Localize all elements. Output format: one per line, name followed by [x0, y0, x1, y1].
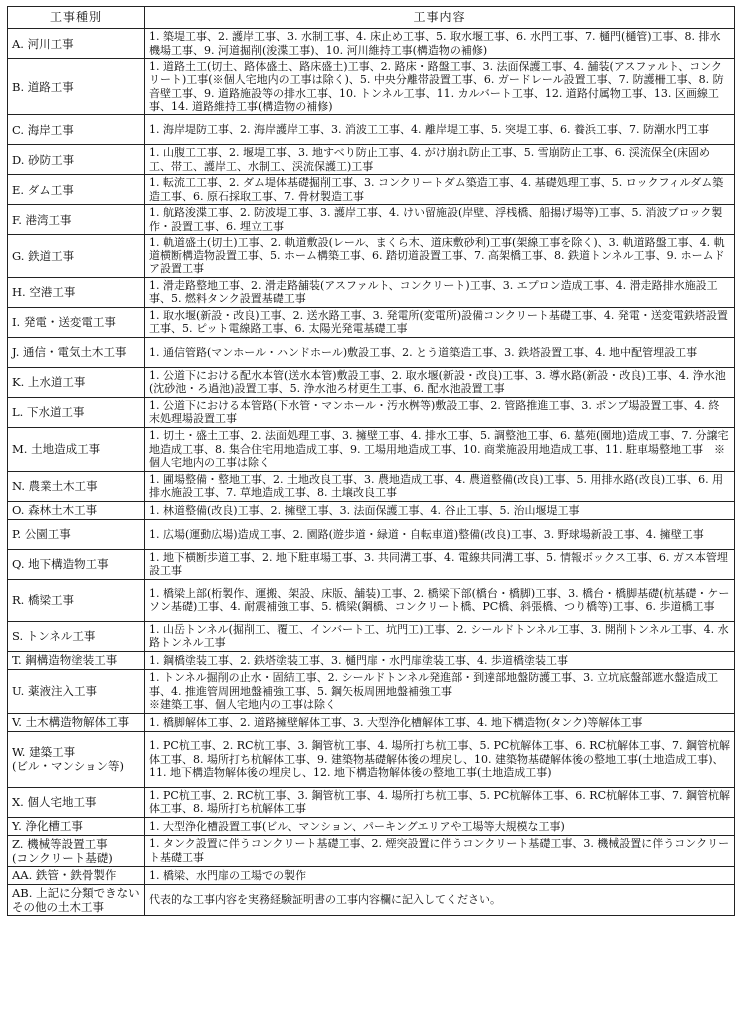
work-category: X. 個人宅地工事	[8, 787, 145, 817]
table-row	[8, 651, 735, 669]
page	[7, 6, 734, 916]
work-content: 1. PC杭工事、2. RC杭工事、3. 鋼管杭工事、4. 場所打ち杭工事、5. PC杭解体工事、6. RC杭解体工事、7. 鋼管杭解体工事、8. 場所打ち杭解体工事、9. 建築物基礎解体後の埋戻し、10. 建築物基礎解体後の整地工事(土地造成工事)、11. 地下構造物解体後の埋戻し、12. 地下構造物解体後の整地工事(土地造成工事)	[145, 731, 735, 787]
table-header-row	[8, 7, 735, 29]
work-content: 1. 切土・盛土工事、2. 法面処理工事、3. 擁壁工事、4. 排水工事、5. 調整池工事、6. 墓苑(園地)造成工事、7. 分譲宅地造成工事、8. 集合住宅用地造成工事、9. 工場用地造成工事、10. 商業施設用地造成工事、11. 駐車場整地工事 ※個人宅地内の工事は除く	[145, 427, 735, 471]
work-category: M. 土地造成工事	[8, 427, 145, 471]
table-row	[8, 307, 735, 337]
table-row	[8, 471, 735, 501]
work-content: 1. 道路土工(切土、路体盛土、路床盛土)工事、2. 路床・路盤工事、3. 法面保護工事、4. 舗装(アスファルト、コンクリート)工事(※個人宅地内の工事は除く)、5. 中央分離帯設置工事、6. ガードレール設置工事、7. 防護柵工事、8. 防音壁工事、9. 道路施設等の排水工事、10. トンネル工事、11. カルバート工事、12. 道路付属物工事、13. 区画線工事、14. 道路維持工事(構造物の補修)	[145, 59, 735, 115]
table-body	[8, 29, 735, 916]
work-category: B. 道路工事	[8, 59, 145, 115]
work-content: 1. 海岸堤防工事、2. 海岸護岸工事、3. 消波工工事、4. 離岸堤工事、5. 突堤工事、6. 養浜工事、7. 防潮水門工事	[145, 115, 735, 145]
work-content: 1. 築堤工事、2. 護岸工事、3. 水制工事、4. 床止め工事、5. 取水堰工事、6. 水門工事、7. 樋門(樋管)工事、8. 排水機場工事、9. 河道掘削(浚渫工事)、10. 河川維持工事(構造物の補修)	[145, 29, 735, 59]
work-category: N. 農業土木工事	[8, 471, 145, 501]
work-content: 1. 広場(運動広場)造成工事、2. 園路(遊歩道・緑道・自転車道)整備(改良)工事、3. 野球場新設工事、4. 擁壁工事	[145, 519, 735, 549]
table-row	[8, 59, 735, 115]
work-category: E. ダム工事	[8, 175, 145, 205]
work-content: 1. タンク設置に伴うコンクリート基礎工事、2. 煙突設置に伴うコンクリート基礎工事、3. 機械設置に伴うコンクリート基礎工事	[145, 835, 735, 866]
work-category: D. 砂防工事	[8, 145, 145, 175]
work-category: T. 鋼構造物塗装工事	[8, 651, 145, 669]
work-category: V. 土木構造物解体工事	[8, 713, 145, 731]
work-category: I. 発電・送変電工事	[8, 307, 145, 337]
work-category: L. 下水道工事	[8, 397, 145, 427]
work-content: 1. トンネル掘削の止水・固結工事、2. シールドトンネル発進部・到達部地盤防護工事、3. 立坑底盤部遮水盤造成工事、4. 推進管周囲地盤補強工事、5. 鋼矢板周囲地盤補強工事 ※建築工事、個人宅地内の工事は除く	[145, 669, 735, 713]
table-row	[8, 397, 735, 427]
work-category: Y. 浄化槽工事	[8, 817, 145, 835]
work-category: W. 建築工事 (ビル・マンション等)	[8, 731, 145, 787]
work-content: 1. 圃場整備・整地工事、2. 土地改良工事、3. 農地造成工事、4. 農道整備(改良)工事、5. 用排水路(改良)工事、6. 用排水施設工事、7. 草地造成工事、8. 土壌改良工事	[145, 471, 735, 501]
table-row	[8, 579, 735, 621]
work-category: F. 港湾工事	[8, 205, 145, 235]
table-row	[8, 669, 735, 713]
work-category: G. 鉄道工事	[8, 235, 145, 278]
work-content: 代表的な工事内容を実務経験証明書の工事内容欄に記入してください。	[145, 884, 735, 915]
work-category: O. 森林土木工事	[8, 501, 145, 519]
table-row	[8, 787, 735, 817]
table-row	[8, 817, 735, 835]
table-row	[8, 549, 735, 579]
work-category: S. トンネル工事	[8, 621, 145, 651]
work-content: 1. 滑走路整地工事、2. 滑走路舗装(アスファルト、コンクリート)工事、3. エプロン造成工事、4. 滑走路排水施設工事、5. 燃料タンク設置基礎工事	[145, 277, 735, 307]
work-content: 1. 軌道盛土(切土)工事、2. 軌道敷設(レール、まくら木、道床敷砂利)工事(架線工事を除く)、3. 軌道路盤工事、4. 軌道横断構造物設置工事、5. ホーム構築工事、6. 踏切道設置工事、7. 高架橋工事、8. 鉄道トンネル工事、9. ホームドア設置工事	[145, 235, 735, 278]
work-content: 1. 公道下における本管路(下水管・マンホール・汚水桝等)敷設工事、2. 管路推進工事、3. ポンプ場設置工事、4. 終末処理場設置工事	[145, 397, 735, 427]
table-row	[8, 866, 735, 884]
table-row	[8, 427, 735, 471]
table-row	[8, 621, 735, 651]
work-content: 1. 山腹工工事、2. 堰堤工事、3. 地すべり防止工事、4. がけ崩れ防止工事、5. 雪崩防止工事、6. 渓流保全(床固め工、帯工、護岸工、水制工、渓流保護工)工事	[145, 145, 735, 175]
table-row	[8, 835, 735, 866]
work-content: 1. 鋼橋塗装工事、2. 鉄塔塗装工事、3. 樋門扉・水門扉塗装工事、4. 歩道橋塗装工事	[145, 651, 735, 669]
table-row	[8, 337, 735, 367]
work-category: A. 河川工事	[8, 29, 145, 59]
header-category: 工事種別	[8, 7, 145, 29]
work-category: C. 海岸工事	[8, 115, 145, 145]
work-content: 1. 航路浚渫工事、2. 防波堤工事、3. 護岸工事、4. けい留施設(岸壁、浮桟橋、船揚げ場等)工事、5. 消波ブロック製作・設置工事、6. 埋立工事	[145, 205, 735, 235]
table-row	[8, 277, 735, 307]
work-content: 1. 取水堰(新設・改良)工事、2. 送水路工事、3. 発電所(変電所)設備コンクリート基礎工事、4. 発電・送変電鉄塔設置工事、5. ピット電線路工事、6. 太陽光発電基礎工事	[145, 307, 735, 337]
work-content: 1. 転流工工事、2. ダム堤体基礎掘削工事、3. コンクリートダム築造工事、4. 基礎処理工事、5. ロックフィルダム築造工事、6. 原石採取工事、7. 骨材製造工事	[145, 175, 735, 205]
work-content: 1. 橋脚解体工事、2. 道路擁壁解体工事、3. 大型浄化槽解体工事、4. 地下構造物(タンク)等解体工事	[145, 713, 735, 731]
construction-type-table	[7, 6, 735, 916]
work-content: 1. 橋梁上部(桁製作、運搬、架設、床版、舗装)工事、2. 橋梁下部(橋台・橋脚)工事、3. 橋台・橋脚基礎(杭基礎・ケーソン基礎)工事、4. 耐震補強工事、5. 橋梁(鋼橋、コンクリート橋、PC橋、斜張橋、つり橋等)工事、6. 歩道橋工事	[145, 579, 735, 621]
header-content: 工事内容	[145, 7, 735, 29]
work-category: U. 薬液注入工事	[8, 669, 145, 713]
work-content: 1. PC杭工事、2. RC杭工事、3. 鋼管杭工事、4. 場所打ち杭工事、5. PC杭解体工事、6. RC杭解体工事、7. 鋼管杭解体工事、8. 場所打ち杭解体工事	[145, 787, 735, 817]
table-row	[8, 175, 735, 205]
work-content: 1. 山岳トンネル(掘削工、覆工、インバート工、坑門工)工事、2. シールドトンネル工事、3. 開削トンネル工事、4. 水路トンネル工事	[145, 621, 735, 651]
table-row	[8, 115, 735, 145]
work-category: AA. 鉄管・鉄骨製作	[8, 866, 145, 884]
work-content: 1. 橋梁、水門扉の工場での製作	[145, 866, 735, 884]
table-row	[8, 501, 735, 519]
work-content: 1. 地下横断歩道工事、2. 地下駐車場工事、3. 共同溝工事、4. 電線共同溝工事、5. 情報ボックス工事、6. ガス本管埋設工事	[145, 549, 735, 579]
table-row	[8, 713, 735, 731]
table-row	[8, 235, 735, 278]
work-content: 1. 林道整備(改良)工事、2. 擁壁工事、3. 法面保護工事、4. 谷止工事、5. 治山堰堤工事	[145, 501, 735, 519]
table-row	[8, 519, 735, 549]
work-category: H. 空港工事	[8, 277, 145, 307]
work-category: AB. 上記に分類できないその他の土木工事	[8, 884, 145, 915]
table-row	[8, 731, 735, 787]
work-category: P. 公園工事	[8, 519, 145, 549]
work-category: R. 橋梁工事	[8, 579, 145, 621]
work-category: Z. 機械等設置工事 (コンクリート基礎)	[8, 835, 145, 866]
work-content: 1. 大型浄化槽設置工事(ビル、マンション、パーキングエリアや工場等大規模な工事)	[145, 817, 735, 835]
work-category: J. 通信・電気土木工事	[8, 337, 145, 367]
work-category: K. 上水道工事	[8, 367, 145, 397]
table-row	[8, 145, 735, 175]
table-row	[8, 884, 735, 915]
table-row	[8, 205, 735, 235]
work-content: 1. 公道下における配水本管(送水本管)敷設工事、2. 取水堰(新設・改良)工事、3. 導水路(新設・改良)工事、4. 浄水池(沈砂池・ろ過池)設置工事、5. 浄水池ろ材更生工事、6. 配水池設置工事	[145, 367, 735, 397]
work-category: Q. 地下構造物工事	[8, 549, 145, 579]
table-row	[8, 29, 735, 59]
work-content: 1. 通信管路(マンホール・ハンドホール)敷設工事、2. とう道築造工事、3. 鉄塔設置工事、4. 地中配管埋設工事	[145, 337, 735, 367]
table-row	[8, 367, 735, 397]
